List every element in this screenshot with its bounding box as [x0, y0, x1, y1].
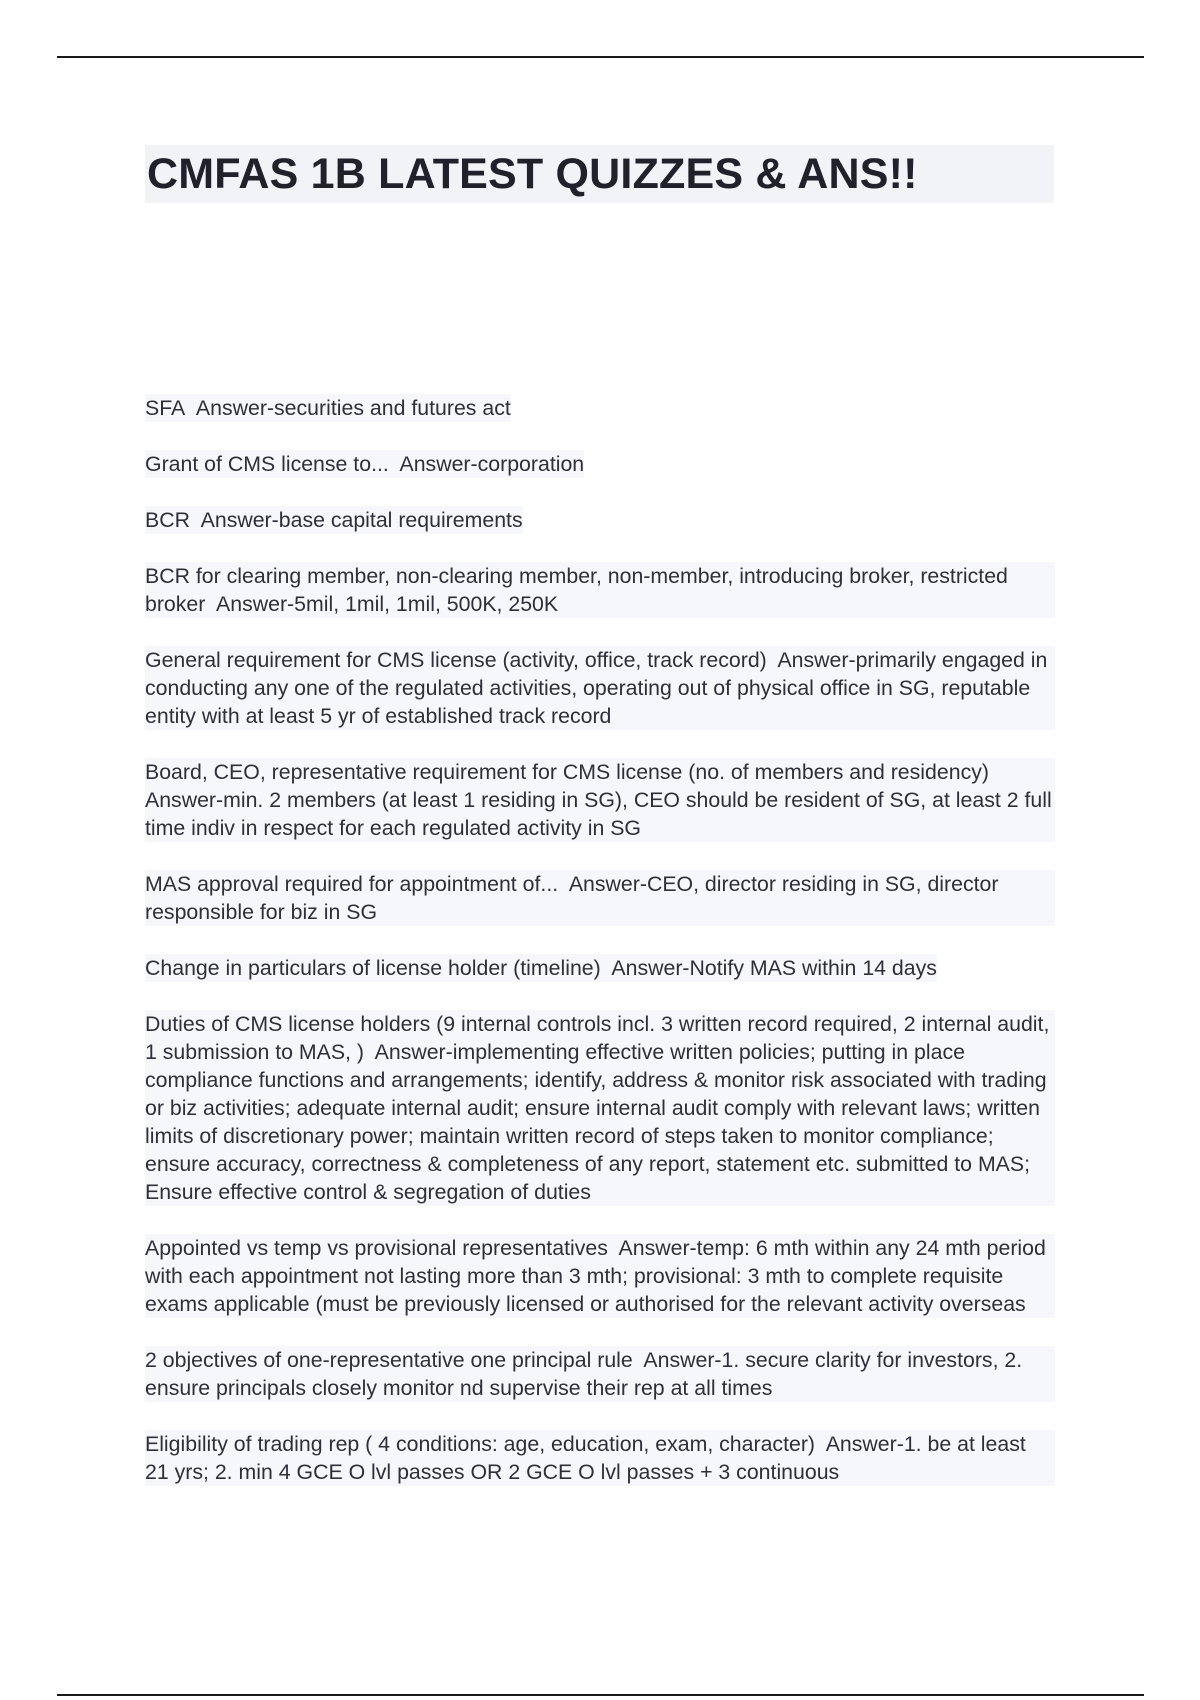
qa-item [145, 870, 1055, 926]
question-text: Eligibility of trading rep ( 4 conditions: age, education, exam, character) [145, 1432, 816, 1456]
answer-text: Notify MAS within 14 days [689, 956, 937, 980]
question-text: General requirement for CMS license (activity, office, track record) [145, 648, 767, 672]
question-text: Grant of CMS license to... [145, 452, 389, 476]
answer-prefix: Answer- [216, 592, 295, 616]
qa-item [145, 562, 1055, 618]
answer-text: temp: 6 mth within any 24 mth period with each appointment not lasting more than 3 mth; provisional: 3 mth to complete requisite exams applicable (must be previously licensed or authorised for the relevant activity overseas [145, 1236, 1046, 1316]
qa-item [145, 1010, 1055, 1206]
qa-item [145, 394, 511, 422]
answer-prefix: Answer- [399, 452, 478, 476]
qa-item [145, 646, 1055, 730]
answer-text: 5mil, 1mil, 1mil, 500K, 250K [294, 592, 559, 616]
answer-text: securities and futures act [274, 396, 511, 420]
question-text: Change in particulars of license holder (timeline) [145, 956, 601, 980]
qa-item [145, 1430, 1055, 1486]
answer-text: 1. be at least 21 yrs; 2. min 4 GCE O lvl passes OR 2 GCE O lvl passes + 3 continuous [145, 1432, 1026, 1484]
document-title: CMFAS 1B LATEST QUIZZES & ANS!! [147, 150, 918, 198]
answer-prefix: Answer- [145, 788, 224, 812]
qa-item [145, 758, 1055, 842]
answer-text: corporation [477, 452, 585, 476]
answer-prefix: Answer- [195, 396, 275, 420]
qa-item [145, 1346, 1055, 1402]
answer-prefix: Answer- [568, 872, 647, 896]
title-block [145, 145, 1054, 203]
question-text: Appointed vs temp vs provisional representatives [145, 1236, 608, 1260]
question-text: MAS approval required for appointment of... [145, 872, 559, 896]
answer-prefix: Answer- [643, 1348, 722, 1372]
answer-prefix: Answer- [618, 1236, 697, 1260]
qa-item [145, 1234, 1055, 1318]
qa-item [145, 506, 523, 534]
question-text: BCR [145, 508, 190, 532]
answer-prefix: Answer- [611, 956, 690, 980]
answer-text: primarily engaged in conducting any one of the regulated activities, operating out of physical office in SG, reputable entity with at least 5 yr of established track record [145, 648, 1048, 728]
answer-prefix: Answer- [374, 1040, 453, 1064]
answer-text: CEO, director residing in SG, director responsible for biz in SG [145, 872, 999, 924]
answer-text: 1. secure clarity for investors, 2. ensure principals closely monitor nd supervise their rep at all times [145, 1348, 1023, 1400]
question-text: BCR for clearing member, non-clearing member, non-member, introducing broker, restricted broker [145, 564, 1008, 616]
answer-prefix: Answer- [777, 648, 856, 672]
bottom-rule [57, 1694, 1144, 1696]
question-text: Duties of CMS license holders (9 internal controls incl. 3 written record required, 2 internal audit, 1 submission to MAS, ) [145, 1012, 1050, 1064]
qa-item [145, 450, 584, 478]
answer-text: min. 2 members (at least 1 residing in SG), CEO should be resident of SG, at least 2 full time indiv in respect for each regulated activity in SG [145, 788, 1052, 840]
qa-item [145, 954, 937, 982]
question-text: 2 objectives of one-representative one principal rule [145, 1348, 633, 1372]
answer-prefix: Answer- [200, 508, 279, 532]
answer-text: implementing effective written policies; putting in place compliance functions and arrangements; identify, address & monitor risk associated with trading or biz activities; adequate internal audit; ensure internal audit comply with relevant laws; written limits of discretionary power; maintain written record of steps taken to monitor compliance; ensure accuracy, correctness & completeness of any report, statement etc. submitted to MAS; Ensure effective control & segregation of duties [145, 1040, 1047, 1204]
answer-text: base capital requirements [278, 508, 523, 532]
qa-list [145, 394, 1055, 1514]
top-rule [57, 56, 1144, 58]
answer-prefix: Answer- [825, 1432, 904, 1456]
question-text: Board, CEO, representative requirement for CMS license (no. of members and residency) [145, 760, 989, 784]
question-text: SFA [145, 396, 186, 420]
